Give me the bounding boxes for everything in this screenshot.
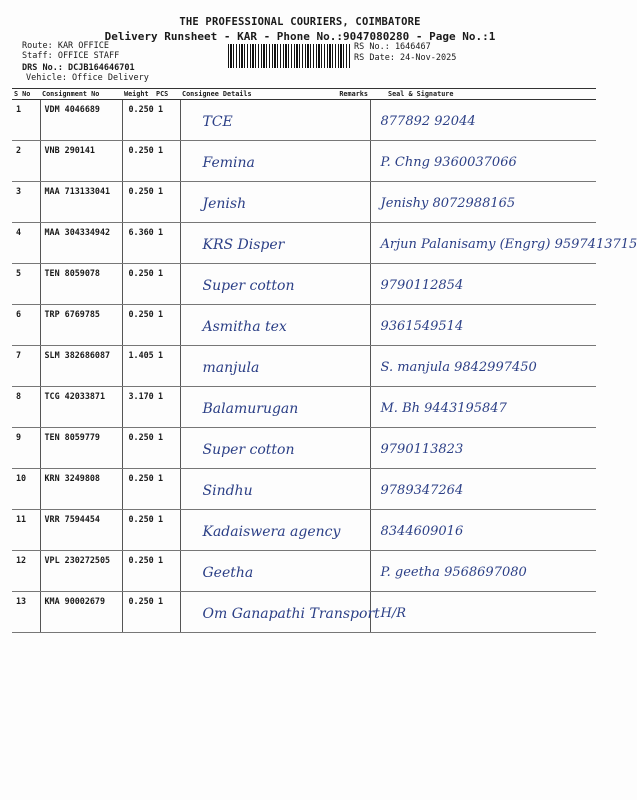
table-row [12,551,596,592]
handwritten-signature: H/R [380,606,407,621]
handwritten-consignee: Balamurugan [202,401,299,417]
consignee-cell [180,223,326,264]
weight-cell: 0.250 [122,100,154,141]
sno-cell: 2 [12,141,40,182]
handwritten-consignee: TCE [202,114,233,130]
signature-cell [370,141,596,182]
sno-cell: 1 [12,100,40,141]
weight-cell: 0.250 [122,551,154,592]
sno-cell: 11 [12,510,40,551]
remarks-cell [326,305,370,346]
handwritten-signature: P. geetha 9568697080 [380,565,527,580]
signature-cell [370,182,596,223]
table-row [12,469,596,510]
pcs-cell: 1 [154,223,180,264]
consignee-cell [180,100,326,141]
sno-cell: 7 [12,346,40,387]
col-header-consignment: Consignment No [40,89,122,100]
col-header-pcs: PCS [154,89,180,100]
handwritten-signature: M. Bh 9443195847 [380,401,507,416]
weight-cell: 0.250 [122,305,154,346]
table-row [12,305,596,346]
handwritten-consignee: Geetha [202,565,254,581]
remarks-cell [326,387,370,428]
handwritten-signature: 9790112854 [380,278,464,293]
route-text: Route: KAR OFFICE [22,41,109,51]
signature-cell [370,551,596,592]
weight-cell: 0.250 [122,264,154,305]
signature-cell [370,223,637,264]
handwritten-consignee: manjula [202,360,260,376]
consignee-cell [180,428,326,469]
handwritten-consignee: Jenish [202,196,247,212]
table-row [12,100,596,141]
table-row [12,182,596,223]
consignment-no-cell: KMA 90002679 [40,592,122,633]
remarks-cell [326,100,370,141]
table-row [12,346,596,387]
pcs-cell: 1 [154,305,180,346]
handwritten-consignee: Femina [202,155,255,171]
table-body [12,100,637,633]
handwritten-consignee: Om Ganapathi Transport [202,606,380,622]
consignment-no-cell: VDM 4046689 [40,100,122,141]
handwritten-signature: 877892 92044 [380,114,476,129]
pcs-cell: 1 [154,428,180,469]
handwritten-signature: 9789347264 [380,483,464,498]
weight-cell: 0.250 [122,141,154,182]
staff-text: Staff: OFFICE STAFF [22,51,120,61]
handwritten-signature: 8344609016 [380,524,464,539]
remarks-cell [326,264,370,305]
remarks-cell [326,346,370,387]
pcs-cell: 1 [154,551,180,592]
consignee-cell [180,305,326,346]
pcs-cell: 1 [154,592,180,633]
sno-cell: 3 [12,182,40,223]
handwritten-consignee: Super cotton [202,442,295,458]
vehicle-text: Vehicle: Office Delivery [26,73,149,83]
consignee-cell [180,387,326,428]
remarks-cell [326,223,370,264]
table-row [12,223,596,264]
weight-cell: 6.360 [122,223,154,264]
table-row [12,141,596,182]
pcs-cell: 1 [154,141,180,182]
consignee-cell [180,141,326,182]
company-title: THE PROFESSIONAL COURIERS, COIMBATORE [179,16,421,28]
table-row [12,428,596,469]
handwritten-signature: Jenishy 8072988165 [380,196,516,211]
consignment-no-cell: TCG 42033871 [40,387,122,428]
remarks-cell [326,182,370,223]
table-header-row [12,89,596,100]
handwritten-consignee: Asmitha tex [202,319,287,335]
col-header-sno: S No [12,89,40,100]
sno-cell: 10 [12,469,40,510]
consignee-cell [180,264,326,305]
weight-cell: 0.250 [122,182,154,223]
sno-cell: 13 [12,592,40,633]
handwritten-consignee: KRS Disper [202,237,285,253]
consignment-no-cell: MAA 304334942 [40,223,122,264]
remarks-cell [326,141,370,182]
handwritten-signature: Arjun Palanisamy (Engrg) 9597413715 [380,237,637,252]
handwritten-consignee: Sindhu [202,483,253,499]
col-header-weight: Weight [122,89,154,100]
pcs-cell: 1 [154,387,180,428]
consignee-cell [180,592,380,633]
drs-number: DRS No.: DCJB164646701 [22,63,135,73]
pcs-cell: 1 [154,469,180,510]
signature-cell [370,469,596,510]
sno-cell: 6 [12,305,40,346]
consignment-no-cell: TEN 8059078 [40,264,122,305]
handwritten-signature: S. manjula 9842997450 [380,360,537,375]
consignment-no-cell: VRR 7594454 [40,510,122,551]
runsheet-table [12,88,637,633]
handwritten-signature: 9790113823 [380,442,464,457]
consignment-no-cell: KRN 3249808 [40,469,122,510]
signature-cell [370,346,596,387]
signature-cell [370,510,596,551]
consignment-no-cell: SLM 382686087 [40,346,122,387]
col-header-signature: Seal & Signature [370,89,596,100]
pcs-cell: 1 [154,100,180,141]
weight-cell: 0.250 [122,592,154,633]
barcode [228,44,350,68]
signature-cell [370,100,596,141]
remarks-cell [326,469,370,510]
sno-cell: 5 [12,264,40,305]
pcs-cell: 1 [154,182,180,223]
pcs-cell: 1 [154,510,180,551]
handwritten-signature: P. Chng 9360037066 [380,155,517,170]
sno-cell: 12 [12,551,40,592]
consignment-no-cell: VNB 290141 [40,141,122,182]
weight-cell: 0.250 [122,428,154,469]
table-row [12,510,596,551]
consignment-no-cell: VPL 230272505 [40,551,122,592]
pcs-cell: 1 [154,346,180,387]
runsheet-subtitle: Delivery Runsheet - KAR - Phone No.:9047080280 - Page No.:1 [104,30,496,43]
handwritten-consignee: Super cotton [202,278,295,294]
rs-date: RS Date: 24-Nov-2025 [354,53,457,63]
table-row [12,264,596,305]
pcs-cell: 1 [154,264,180,305]
consignment-no-cell: MAA 713133041 [40,182,122,223]
weight-cell: 3.170 [122,387,154,428]
remarks-cell [326,428,370,469]
handwritten-consignee: Kadaiswera agency [202,524,341,540]
rs-number: RS No.: 1646467 [354,42,431,52]
table-row [12,592,596,633]
signature-cell [370,387,596,428]
remarks-cell [326,551,370,592]
weight-cell: 0.250 [122,510,154,551]
weight-cell: 0.250 [122,469,154,510]
signature-cell [370,264,596,305]
col-header-consignee: Consignee Details [180,89,326,100]
consignee-cell [180,551,326,592]
signature-cell [370,428,596,469]
consignment-no-cell: TEN 8059779 [40,428,122,469]
table-row [12,387,596,428]
sno-cell: 8 [12,387,40,428]
handwritten-signature: 9361549514 [380,319,464,334]
consignee-cell [180,469,326,510]
weight-cell: 1.405 [122,346,154,387]
consignee-cell [180,182,326,223]
sno-cell: 4 [12,223,40,264]
sno-cell: 9 [12,428,40,469]
consignment-no-cell: TRP 6769785 [40,305,122,346]
signature-cell [370,592,596,633]
consignee-cell [180,510,341,551]
consignee-cell [180,346,326,387]
signature-cell [370,305,596,346]
col-header-remarks: Remarks [326,89,370,100]
